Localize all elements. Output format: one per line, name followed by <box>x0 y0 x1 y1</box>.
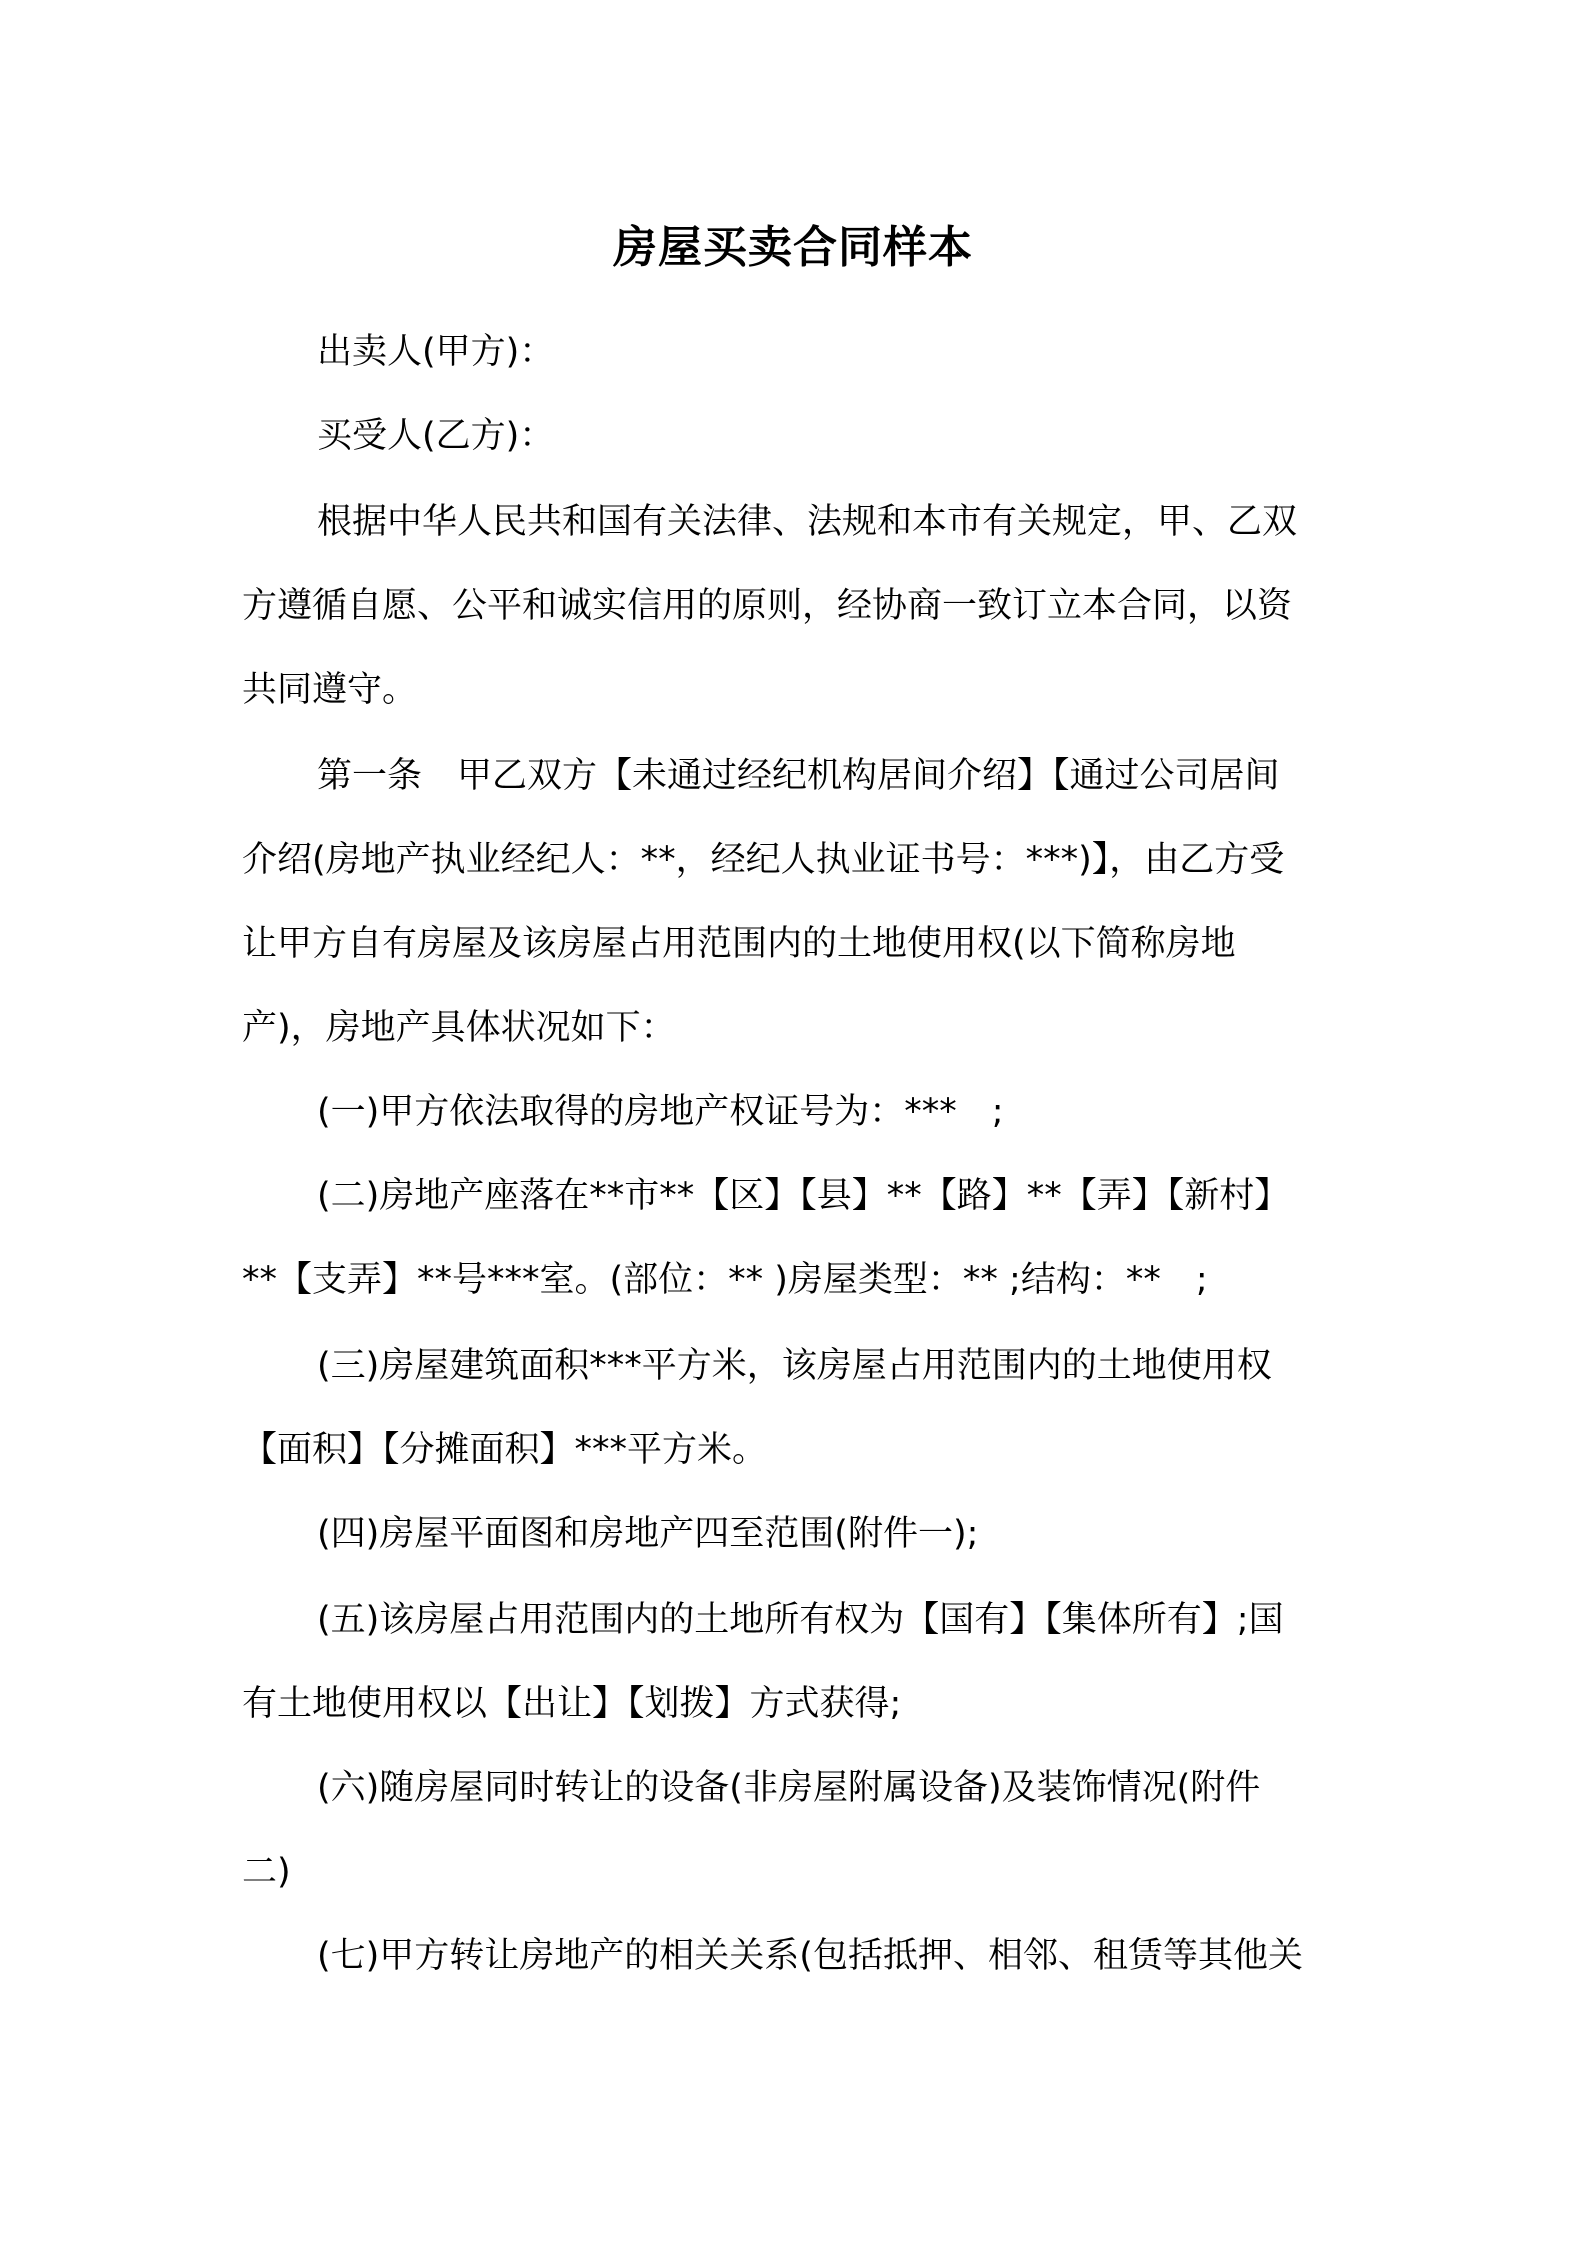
clause-7-line-1: (七)甲方转让房地产的相关关系(包括抵押、相邻、租赁等其他关 <box>317 1936 1303 1976</box>
clause-6-line-2: 二) <box>242 1852 291 1892</box>
buyer-line: 买受人(乙方)： <box>317 416 555 456</box>
clause-2-line-2: **【支弄】**号***室。(部位：** )房屋类型：** ;结构：** ; <box>242 1260 1208 1300</box>
article-one-line-4: 产)，房地产具体状况如下： <box>242 1008 676 1048</box>
preamble-line-2: 方遵循自愿、公平和诚实信用的原则，经协商一致订立本合同，以资 <box>242 586 1293 626</box>
seller-line: 出卖人(甲方)： <box>317 332 555 372</box>
clause-5-line-1: (五)该房屋占用范围内的土地所有权为【国有】【集体所有】;国 <box>317 1600 1284 1640</box>
clause-1-line-1: (一)甲方依法取得的房地产权证号为：*** ; <box>317 1092 1004 1132</box>
clause-3-line-2: 【面积】【分摊面积】***平方米。 <box>242 1430 768 1470</box>
article-one-line-2: 介绍(房地产执业经纪人：**，经纪人执业证书号：***)】，由乙方受 <box>242 840 1285 880</box>
clause-3-line-1: (三)房屋建筑面积***平方米，该房屋占用范围内的土地使用权 <box>317 1346 1272 1386</box>
clause-4-line-1: (四)房屋平面图和房地产四至范围(附件一); <box>317 1514 979 1554</box>
clause-2-line-1: (二)房地产座落在**市**【区】【县】**【路】**【弄】【新村】 <box>317 1176 1290 1216</box>
page-title: 房屋买卖合同样本 <box>613 222 973 273</box>
article-one-line-3: 让甲方自有房屋及该房屋占用范围内的土地使用权(以下简称房地 <box>242 924 1236 964</box>
clause-5-line-2: 有土地使用权以【出让】【划拨】方式获得; <box>242 1684 902 1724</box>
preamble-line-1: 根据中华人民共和国有关法律、法规和本市有关规定，甲、乙双 <box>317 502 1298 542</box>
clause-6-line-1: (六)随房屋同时转让的设备(非房屋附属设备)及装饰情况(附件 <box>317 1768 1261 1808</box>
article-one-line-1: 第一条 甲乙双方【未通过经纪机构居间介绍】【通过公司居间 <box>317 756 1280 796</box>
preamble-line-3: 共同遵守。 <box>242 670 418 710</box>
